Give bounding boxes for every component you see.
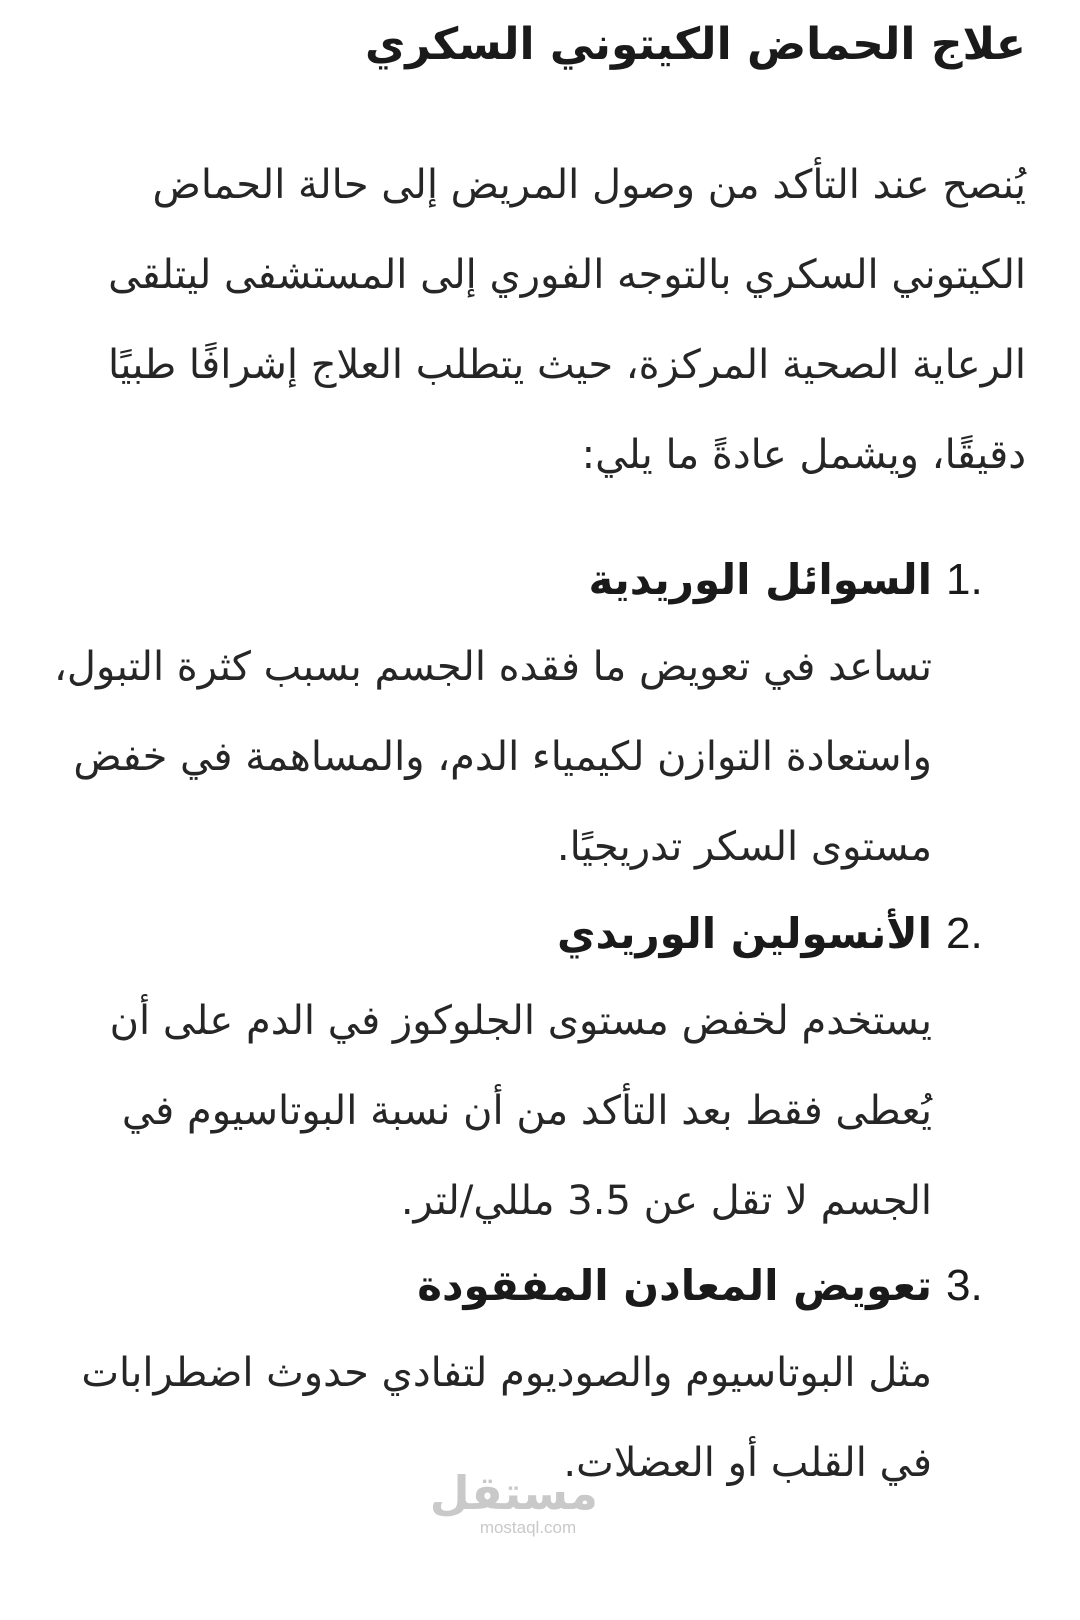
list-item-body: يستخدم لخفض مستوى الجلوكوز في الدم على أن يُعطى فقط بعد التأكد من أن نسبة البوتاسيوم في الجسم لا تقل عن 3.5 مللي/لتر. xyxy=(109,998,932,1224)
mostaql-watermark xyxy=(429,1466,598,1538)
list-item-number: 2. xyxy=(946,909,983,958)
list-item-heading xyxy=(26,902,983,966)
watermark-logo: مستقل xyxy=(429,1466,598,1520)
list-item-heading-text: السوائل الوريدية xyxy=(588,555,932,604)
list-item-number: 3. xyxy=(946,1261,983,1310)
list-item-number: 1. xyxy=(946,555,983,604)
watermark-url: mostaql.com xyxy=(479,1518,577,1537)
list-item-heading xyxy=(26,548,983,612)
list-item-body: تساعد في تعويض ما فقده الجسم بسبب كثرة التبول، واستعادة التوازن لكيمياء الدم، والمساهمة في خفض مستوى السكر تدريجيًا. xyxy=(53,644,932,870)
article-title: علاج الحماض الكيتوني السكري xyxy=(364,19,1026,70)
list-item xyxy=(26,902,1026,1246)
list-item-heading-text: الأنسولين الوريدي xyxy=(556,909,932,958)
treatment-list xyxy=(26,548,1026,1508)
list-item xyxy=(26,548,1026,892)
list-item-heading-text: تعويض المعادن المفقودة xyxy=(417,1261,932,1310)
intro-paragraph: يُنصح عند التأكد من وصول المريض إلى حالة الحماض الكيتوني السكري بالتوجه الفوري إلى المستشفى ليتلقى الرعاية الصحية المركزة، حيث يتطلب العلاج إشرافًا طبيًا دقيقًا، ويشمل عادةً ما يلي: xyxy=(108,162,1026,478)
list-item-heading xyxy=(26,1254,983,1318)
list-item-body: مثل البوتاسيوم والصوديوم لتفادي حدوث اضطرابات في القلب أو العضلات. xyxy=(81,1350,932,1486)
